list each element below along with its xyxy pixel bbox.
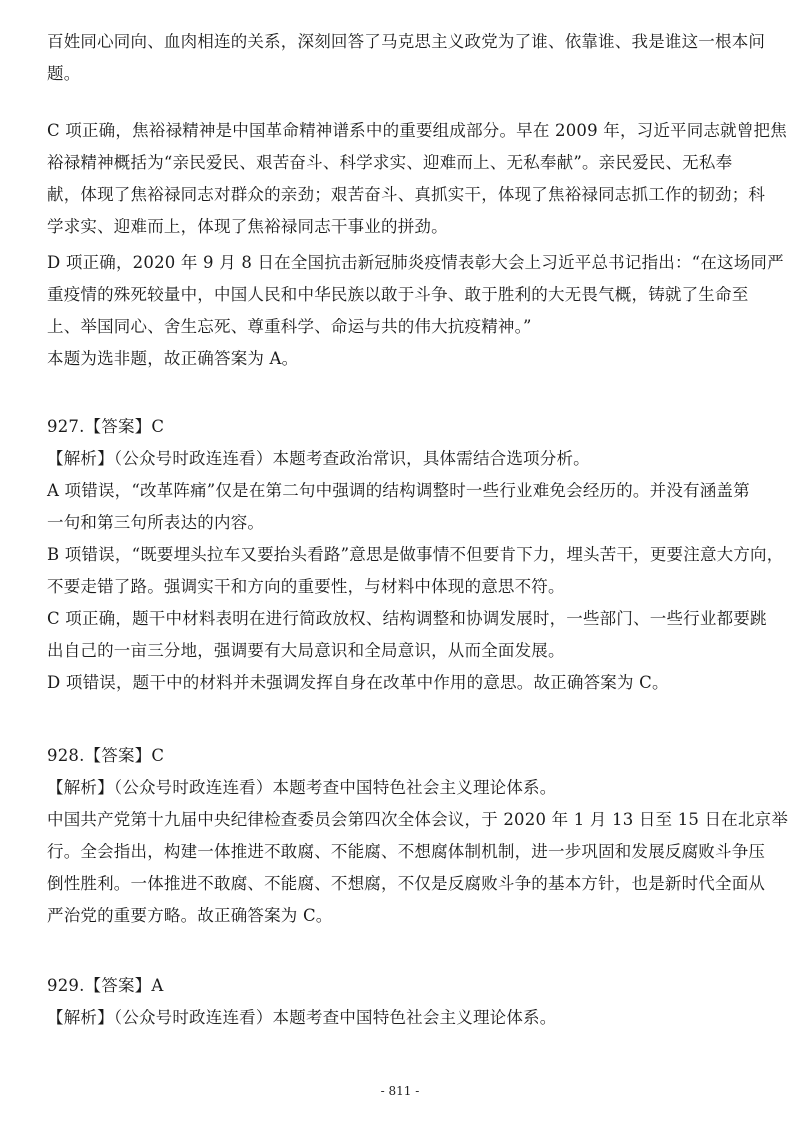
page-number: - 811 -	[380, 1084, 420, 1098]
text-line: 上、举国同心、舍生忘死、尊重科学、命运与共的伟大抗疫精神。”	[47, 317, 532, 336]
text-line: C 项正确，题干中材料表明在进行简政放权、结构调整和协调发展时，一些部门、一些行业都要跳	[47, 609, 767, 628]
text-line: D 项正确，2020 年 9 月 8 日在全国抗击新冠肺炎疫情表彰大会上习近平总书记指出：“在这场同严	[47, 253, 784, 272]
answer-heading-927: 927.【答案】C	[47, 417, 165, 436]
question-928	[47, 740, 789, 932]
text-line: A 项错误，“改革阵痛”仅是在第二句中强调的结构调整时一些行业难免会经历的。并没有涵盖第	[47, 481, 750, 500]
text-line: 【解析】（公众号时政连连看）本题考查中国特色社会主义理论体系。	[47, 1008, 557, 1027]
text-line: 一句和第三句所表达的内容。	[47, 513, 265, 532]
answer-heading-928: 928.【答案】C	[47, 746, 165, 765]
question-929	[47, 970, 759, 1034]
option-c-paragraph	[47, 115, 787, 243]
option-d-paragraph	[47, 247, 784, 375]
text-line: 不要走错了路。强调实干和方向的重要性，与材料中体现的意思不符。	[47, 577, 565, 596]
text-line: 百姓同心同向、血肉相连的关系，深刻回答了马克思主义政党为了谁、依靠谁、我是谁这一根本问	[47, 32, 766, 51]
text-line: B 项错误，“既要埋头拉车又要抬头看路”意思是做事情不但要肯下力，埋头苦干，更要注意大方向，	[47, 545, 784, 564]
text-line: D 项错误，题干中的材料并未强调发挥自身在改革中作用的意思。故正确答案为 C。	[47, 673, 669, 692]
text-line: 严治党的重要方略。故正确答案为 C。	[47, 906, 333, 925]
text-line: 献，体现了焦裕禄同志对群众的亲劲；艰苦奋斗、真抓实干，体现了焦裕禄同志抓工作的韧劲；科	[47, 185, 766, 204]
text-line: 出自己的一亩三分地，强调要有大局意识和全局意识，从而全面发展。	[47, 641, 565, 660]
text-line: 行。全会指出，构建一体推进不敢腐、不能腐、不想腐体制机制，进一步巩固和发展反腐败斗争压	[47, 842, 766, 861]
text-line: 学求实、迎难而上，体现了焦裕禄同志干事业的拼劲。	[47, 217, 448, 236]
text-line: 倒性胜利。一体推进不敢腐、不能腐、不想腐，不仅是反腐败斗争的基本方针，也是新时代全面从	[47, 874, 766, 893]
text-line: C 项正确，焦裕禄精神是中国革命精神谱系中的重要组成部分。早在 2009 年，习近平同志就曾把焦	[47, 121, 787, 140]
text-line: 【解析】（公众号时政连连看）本题考查中国特色社会主义理论体系。	[47, 778, 557, 797]
text-line: 重疫情的殊死较量中，中国人民和中华民族以敢于斗争、敢于胜利的大无畏气概，铸就了生命至	[47, 285, 749, 304]
text-line: 【解析】（公众号时政连连看）本题考查政治常识，具体需结合选项分析。	[47, 449, 590, 468]
answer-heading-929: 929.【答案】A	[47, 976, 164, 995]
question-927	[47, 411, 784, 699]
text-line: 本题为选非题，故正确答案为 A。	[47, 349, 299, 368]
text-line: 裕禄精神概括为“亲民爱民、艰苦奋斗、科学求实、迎难而上、无私奉献”。亲民爱民、无私奉	[47, 153, 733, 172]
text-line: 题。	[47, 64, 81, 83]
text-line: 中国共产党第十九届中央纪律检查委员会第四次全体会议，于 2020 年 1 月 13 日至 15 日在北京举	[47, 810, 789, 829]
intro-paragraph	[47, 26, 766, 90]
